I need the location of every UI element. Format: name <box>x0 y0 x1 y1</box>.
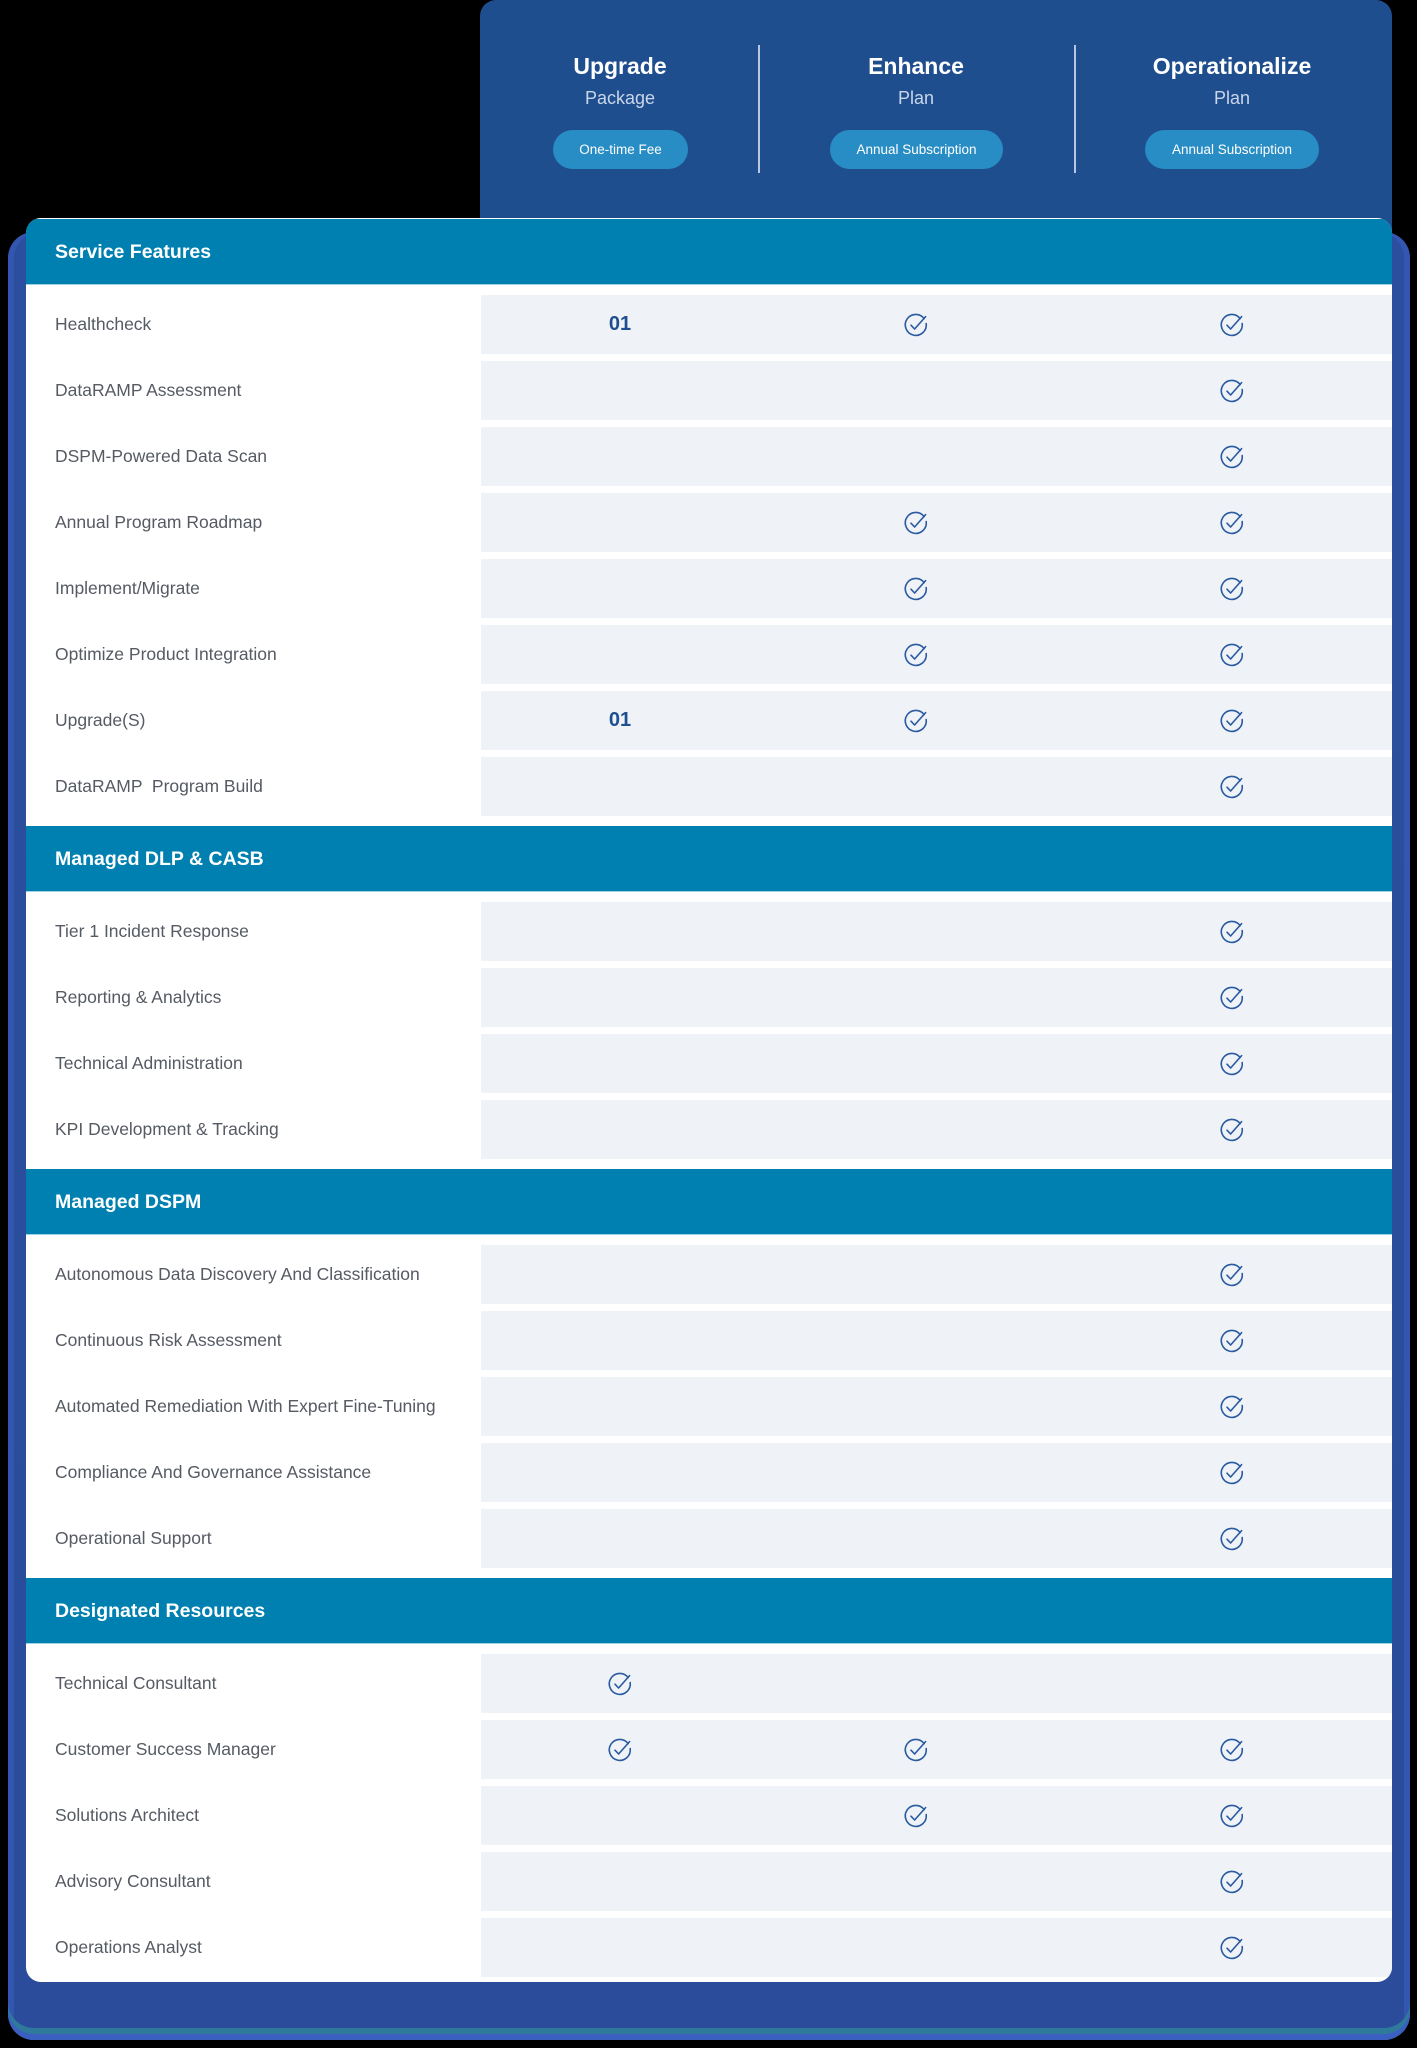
feature-label: Solutions Architect <box>55 1805 199 1825</box>
feature-label: Autonomous Data Discovery And Classification <box>55 1264 420 1284</box>
check-circle-icon <box>1219 312 1245 338</box>
plan-cell <box>590 625 650 684</box>
count-value: 01 <box>608 313 632 335</box>
feature-label: Technical Administration <box>55 1053 243 1073</box>
column-divider <box>758 45 760 173</box>
plan-cell <box>1202 1786 1262 1845</box>
table-row <box>26 1918 1392 1977</box>
section-title: Managed DSPM <box>55 1191 202 1213</box>
plan-cell <box>590 1100 650 1159</box>
plan-cells <box>481 1509 1392 1568</box>
plan-cell <box>1202 1034 1262 1093</box>
check-circle-icon <box>1219 1051 1245 1077</box>
check-circle-icon <box>1219 1460 1245 1486</box>
table-row <box>26 1654 1392 1713</box>
check-circle-icon <box>1219 444 1245 470</box>
pricing-badge[interactable]: Annual Subscription <box>830 130 1003 169</box>
check-circle-icon <box>1219 1803 1245 1829</box>
comparison-table <box>26 218 1392 1982</box>
plan-cell <box>590 427 650 486</box>
check-circle-icon <box>903 1803 929 1829</box>
table-row <box>26 1720 1392 1779</box>
plan-cell <box>590 1377 650 1436</box>
plan-subtitle: Plan <box>897 88 935 108</box>
check-circle-icon <box>1219 1328 1245 1354</box>
plan-cell <box>1202 1100 1262 1159</box>
table-row <box>26 968 1392 1027</box>
table-row <box>26 691 1392 750</box>
plan-cell <box>886 493 946 552</box>
table-row <box>26 1311 1392 1370</box>
table-row <box>26 1377 1392 1436</box>
plan-cell <box>886 1311 946 1370</box>
table-row <box>26 1852 1392 1911</box>
plan-cells <box>481 1443 1392 1502</box>
plan-cells <box>481 361 1392 420</box>
plan-title: Upgrade <box>573 53 667 79</box>
check-circle-icon <box>903 1737 929 1763</box>
plan-cells <box>481 493 1392 552</box>
table-row <box>26 625 1392 684</box>
feature-label: Compliance And Governance Assistance <box>55 1462 372 1482</box>
table-row <box>26 902 1392 961</box>
feature-label: Implement/Migrate <box>55 578 200 598</box>
feature-label: Optimize Product Integration <box>55 644 277 664</box>
plan-cell <box>886 1509 946 1568</box>
plan-cell <box>886 1443 946 1502</box>
plan-cell <box>590 559 650 618</box>
section-header <box>26 219 1392 285</box>
plan-title: Enhance <box>868 53 964 79</box>
feature-label: KPI Development & Tracking <box>55 1119 279 1139</box>
plan-cell <box>886 559 946 618</box>
check-circle-icon <box>607 1671 633 1697</box>
plan-cell <box>590 1786 650 1845</box>
check-circle-icon <box>903 642 929 668</box>
plan-subtitle: Plan <box>1213 88 1251 108</box>
check-circle-icon <box>1219 774 1245 800</box>
plan-cells <box>481 1786 1392 1845</box>
plan-cell <box>590 1852 650 1911</box>
section-title: Service Features <box>55 241 212 263</box>
plan-cells <box>481 1720 1392 1779</box>
check-circle-icon <box>1219 1935 1245 1961</box>
check-circle-icon <box>1219 708 1245 734</box>
plan-cells <box>481 902 1392 961</box>
plan-cell <box>886 1786 946 1845</box>
plan-cell <box>886 427 946 486</box>
check-circle-icon <box>1219 919 1245 945</box>
plan-cell <box>590 902 650 961</box>
plan-cell <box>1202 493 1262 552</box>
plan-cell <box>1202 1918 1262 1977</box>
plan-cell <box>1202 1654 1262 1713</box>
plan-cells <box>481 968 1392 1027</box>
check-circle-icon <box>1219 985 1245 1011</box>
plan-cells <box>481 691 1392 750</box>
check-circle-icon <box>903 708 929 734</box>
check-circle-icon <box>1219 1262 1245 1288</box>
feature-label: Annual Program Roadmap <box>55 512 263 532</box>
check-circle-icon <box>903 576 929 602</box>
plan-cell <box>1202 1443 1262 1502</box>
plan-cell <box>1202 757 1262 816</box>
pricing-badge[interactable]: One-time Fee <box>553 130 688 169</box>
check-circle-icon <box>1219 1737 1245 1763</box>
plan-column-upgrade <box>520 0 720 218</box>
feature-label: Continuous Risk Assessment <box>55 1330 282 1350</box>
plan-cell <box>886 902 946 961</box>
table-row <box>26 1245 1392 1304</box>
plan-cell <box>886 1654 946 1713</box>
feature-label: Tier 1 Incident Response <box>55 921 249 941</box>
feature-label: Technical Consultant <box>55 1673 217 1693</box>
plan-cell <box>886 1918 946 1977</box>
plan-cell <box>590 1443 650 1502</box>
plan-cell <box>1202 1509 1262 1568</box>
table-row <box>26 559 1392 618</box>
check-circle-icon <box>1219 1117 1245 1143</box>
plan-cell <box>590 1509 650 1568</box>
section-header <box>26 1578 1392 1644</box>
plan-cells <box>481 427 1392 486</box>
feature-label: Upgrade(S) <box>55 710 146 730</box>
plan-subtitle: Package <box>584 88 656 108</box>
check-circle-icon <box>1219 576 1245 602</box>
plan-cell <box>590 968 650 1027</box>
column-divider <box>1074 45 1076 173</box>
plan-cells <box>481 1654 1392 1713</box>
plan-cells <box>481 1245 1392 1304</box>
plan-cell <box>886 1720 946 1779</box>
pricing-badge[interactable]: Annual Subscription <box>1145 130 1319 169</box>
plan-cell <box>1202 559 1262 618</box>
feature-label: Advisory Consultant <box>55 1871 211 1891</box>
table-row <box>26 361 1392 420</box>
plan-cell <box>1202 968 1262 1027</box>
check-circle-icon <box>1219 378 1245 404</box>
plan-cell <box>590 1034 650 1093</box>
plan-cell <box>1202 1245 1262 1304</box>
count-value: 01 <box>608 709 632 731</box>
plan-cell <box>886 1245 946 1304</box>
plan-header <box>480 0 1392 230</box>
check-circle-icon <box>903 510 929 536</box>
plan-cell <box>886 691 946 750</box>
plan-cell <box>590 361 650 420</box>
plan-cells <box>481 1377 1392 1436</box>
plan-cell <box>1202 691 1262 750</box>
plan-cell <box>1202 295 1262 354</box>
check-circle-icon <box>903 312 929 338</box>
feature-label: Reporting & Analytics <box>55 987 222 1007</box>
plan-cell <box>1202 427 1262 486</box>
plan-cell <box>1202 625 1262 684</box>
plan-cell <box>1202 902 1262 961</box>
plan-cells <box>481 1918 1392 1977</box>
plan-cell <box>590 1311 650 1370</box>
feature-label: DataRAMP Program Build <box>55 776 263 796</box>
feature-label: Operational Support <box>55 1528 212 1548</box>
check-circle-icon <box>1219 1394 1245 1420</box>
plan-cell <box>590 757 650 816</box>
check-circle-icon <box>1219 510 1245 536</box>
plan-cells <box>481 625 1392 684</box>
plan-cell <box>886 295 946 354</box>
table-row <box>26 1034 1392 1093</box>
plan-cell <box>886 968 946 1027</box>
plan-cells <box>481 757 1392 816</box>
feature-label: DSPM-Powered Data Scan <box>55 446 268 466</box>
plan-cell <box>590 691 650 750</box>
table-row <box>26 1443 1392 1502</box>
plan-cell <box>590 493 650 552</box>
plan-cell <box>1202 361 1262 420</box>
plan-cells <box>481 1100 1392 1159</box>
plan-cell <box>590 1918 650 1977</box>
plan-cell <box>1202 1852 1262 1911</box>
feature-label: DataRAMP Assessment <box>55 380 242 400</box>
section-header <box>26 826 1392 892</box>
plan-cell <box>886 1034 946 1093</box>
feature-label: Operations Analyst <box>55 1937 202 1957</box>
plan-column-operationalize <box>1122 0 1342 218</box>
plan-cell <box>1202 1377 1262 1436</box>
check-circle-icon <box>1219 1869 1245 1895</box>
plan-title: Operationalize <box>1152 53 1312 79</box>
check-circle-icon <box>1219 1526 1245 1552</box>
plan-cell <box>590 1245 650 1304</box>
section-title: Managed DLP & CASB <box>55 848 264 870</box>
plan-cell <box>1202 1720 1262 1779</box>
plan-cells <box>481 295 1392 354</box>
plan-cell <box>886 757 946 816</box>
plan-cells <box>481 1852 1392 1911</box>
feature-label: Healthcheck <box>55 314 152 334</box>
section-header <box>26 1169 1392 1235</box>
feature-label: Customer Success Manager <box>55 1739 276 1759</box>
plan-cell <box>886 625 946 684</box>
check-circle-icon <box>607 1737 633 1763</box>
plan-cell <box>886 361 946 420</box>
plan-cell <box>590 1720 650 1779</box>
plan-cells <box>481 559 1392 618</box>
section-title: Designated Resources <box>55 1600 266 1622</box>
table-row <box>26 493 1392 552</box>
table-row <box>26 295 1392 354</box>
table-row <box>26 1100 1392 1159</box>
check-circle-icon <box>1219 642 1245 668</box>
feature-label: Automated Remediation With Expert Fine-Tuning <box>55 1396 436 1416</box>
plan-cell <box>590 1654 650 1713</box>
table-row <box>26 427 1392 486</box>
plan-cell <box>886 1377 946 1436</box>
plan-cells <box>481 1311 1392 1370</box>
plan-column-enhance <box>816 0 1016 218</box>
plan-cell <box>1202 1311 1262 1370</box>
plan-cell <box>886 1852 946 1911</box>
table-row <box>26 1786 1392 1845</box>
plan-cell <box>590 295 650 354</box>
table-row <box>26 1509 1392 1568</box>
plan-cell <box>886 1100 946 1159</box>
plan-cells <box>481 1034 1392 1093</box>
table-row <box>26 757 1392 816</box>
